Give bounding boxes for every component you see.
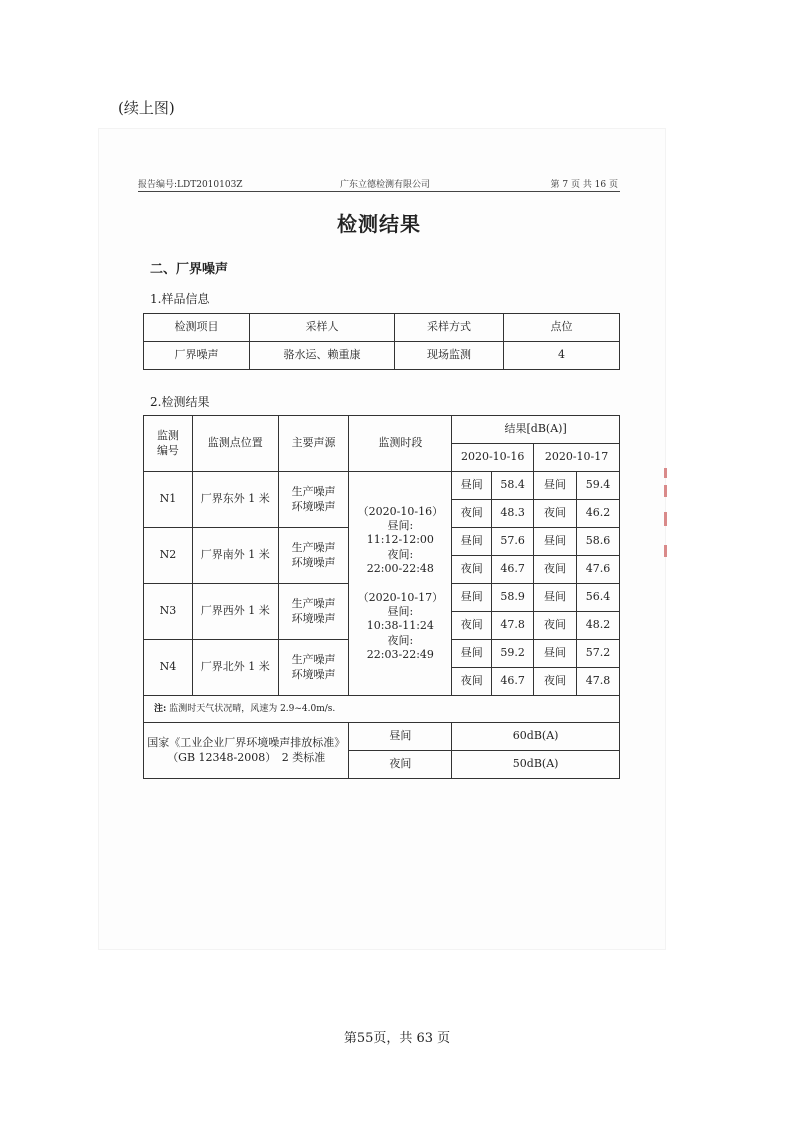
std-day-label: 昼间: [349, 723, 452, 751]
results-table: [143, 415, 620, 779]
col-period-header: 监测时段: [349, 416, 452, 472]
point-id: N3: [144, 584, 193, 640]
doc-title: 检测结果: [337, 212, 421, 236]
day-label: 昼间: [452, 528, 492, 556]
point-source: [278, 472, 349, 528]
sample-info-table: [143, 313, 620, 370]
std-day-value: 60dB(A): [452, 723, 620, 751]
point-id: N2: [144, 528, 193, 584]
col-no-header: [144, 416, 193, 472]
value-cell: 57.2: [577, 640, 620, 668]
note-cell: [144, 696, 620, 723]
point-id: N1: [144, 472, 193, 528]
night-label: 夜间: [534, 668, 577, 696]
day-label: 昼间: [452, 584, 492, 612]
col-result-header: 结果[dB(A)]: [452, 416, 620, 444]
value-cell: 47.8: [492, 612, 534, 640]
night-label: 夜间: [452, 556, 492, 584]
value-cell: 58.4: [492, 472, 534, 500]
red-seal-mark: [664, 468, 667, 478]
point-source: [278, 528, 349, 584]
period-line: （2020-10-16）: [357, 504, 444, 518]
period-line: 10:38-11:24: [366, 619, 434, 633]
day-label: 昼间: [534, 584, 577, 612]
point-location: 厂界北外 1 米: [192, 640, 278, 696]
period-line: 夜间:: [387, 633, 414, 647]
std-night-label: 夜间: [349, 751, 452, 779]
standard-line: 国家《工业企业厂界环境噪声排放标准》: [147, 735, 346, 749]
source-line: 生产噪声: [291, 540, 336, 554]
source-line: 生产噪声: [291, 652, 336, 666]
source-line: 生产噪声: [291, 596, 336, 610]
source-line: 环境噪声: [291, 555, 336, 569]
table-cell: 4: [504, 342, 620, 370]
sample-info-heading: 1.样品信息: [150, 292, 210, 306]
night-label: 夜间: [452, 500, 492, 528]
period-line: （2020-10-17）: [357, 590, 444, 604]
period-cell: [349, 472, 452, 696]
day-label: 昼间: [452, 640, 492, 668]
point-source: [278, 640, 349, 696]
col-location-header: 监测点位置: [192, 416, 278, 472]
value-cell: 46.2: [577, 500, 620, 528]
value-cell: 47.6: [577, 556, 620, 584]
company-name: 广东立德检测有限公司: [340, 180, 431, 190]
value-cell: 48.3: [492, 500, 534, 528]
point-source: [278, 584, 349, 640]
standard-row: [144, 723, 620, 751]
table-cell: 厂界噪声: [144, 342, 250, 370]
table-header-row: [144, 314, 620, 342]
col-no-line1: 监测: [156, 428, 179, 442]
period-line: 昼间:: [387, 519, 414, 533]
table-header-cell: 检测项目: [144, 314, 250, 342]
table-header-cell: 采样方式: [395, 314, 504, 342]
report-number: 报告编号:LDT2010103Z: [138, 180, 243, 190]
date2-header: 2020-10-17: [534, 444, 620, 472]
value-cell: 58.9: [492, 584, 534, 612]
day-label: 昼间: [534, 472, 577, 500]
value-cell: 56.4: [577, 584, 620, 612]
std-night-value: 50dB(A): [452, 751, 620, 779]
day-label: 昼间: [534, 528, 577, 556]
col-no-line2: 编号: [156, 443, 179, 457]
night-label: 夜间: [452, 612, 492, 640]
day-label: 昼间: [534, 640, 577, 668]
value-cell: 46.7: [492, 556, 534, 584]
date1-header: 2020-10-16: [452, 444, 534, 472]
value-cell: 57.6: [492, 528, 534, 556]
red-seal-mark: [664, 485, 667, 497]
value-cell: 59.2: [492, 640, 534, 668]
red-seal-mark: [664, 512, 667, 526]
value-cell: 47.8: [577, 668, 620, 696]
page-footer: 第55页，共 63 页: [343, 1031, 451, 1046]
table-cell: 现场监测: [395, 342, 504, 370]
standard-name: [144, 723, 349, 779]
point-location: 厂界西外 1 米: [192, 584, 278, 640]
note-row: [144, 696, 620, 723]
day-label: 昼间: [452, 472, 492, 500]
night-label: 夜间: [534, 556, 577, 584]
point-location: 厂界东外 1 米: [192, 472, 278, 528]
section-title: 二、厂界噪声: [150, 262, 229, 277]
period-line: 昼间:: [387, 604, 414, 618]
report-header: [138, 177, 620, 192]
period-line: 11:12-12:00: [366, 533, 434, 547]
table-row: [144, 472, 620, 500]
source-line: 环境噪声: [291, 667, 336, 681]
value-cell: 46.7: [492, 668, 534, 696]
source-line: 环境噪声: [291, 611, 336, 625]
note-text: 监测时天气状况晴，风速为 2.9~4.0m/s.: [169, 703, 336, 714]
night-label: 夜间: [534, 500, 577, 528]
night-label: 夜间: [534, 612, 577, 640]
value-cell: 48.2: [577, 612, 620, 640]
page-info: 第 7 页 共 16 页: [550, 180, 618, 190]
period-line: 22:03-22:49: [366, 647, 434, 661]
table-row: [144, 342, 620, 370]
source-line: 生产噪声: [291, 484, 336, 498]
table-cell: 骆水运、赖重康: [250, 342, 395, 370]
table-header-cell: 采样人: [250, 314, 395, 342]
period-line: 夜间:: [387, 547, 414, 561]
point-location: 厂界南外 1 米: [192, 528, 278, 584]
col-source-header: 主要声源: [278, 416, 349, 472]
table-header-row: [144, 416, 620, 444]
standard-line: （GB 12348-2008） 2 类标准: [167, 750, 326, 764]
source-line: 环境噪声: [291, 499, 336, 513]
point-id: N4: [144, 640, 193, 696]
value-cell: 59.4: [577, 472, 620, 500]
caption: (续上图): [118, 99, 175, 117]
red-seal-mark: [664, 545, 667, 557]
period-line: 22:00-22:48: [366, 562, 434, 576]
table-header-cell: 点位: [504, 314, 620, 342]
night-label: 夜间: [452, 668, 492, 696]
value-cell: 58.6: [577, 528, 620, 556]
results-heading: 2.检测结果: [150, 395, 210, 409]
note-label: 注:: [154, 703, 167, 714]
